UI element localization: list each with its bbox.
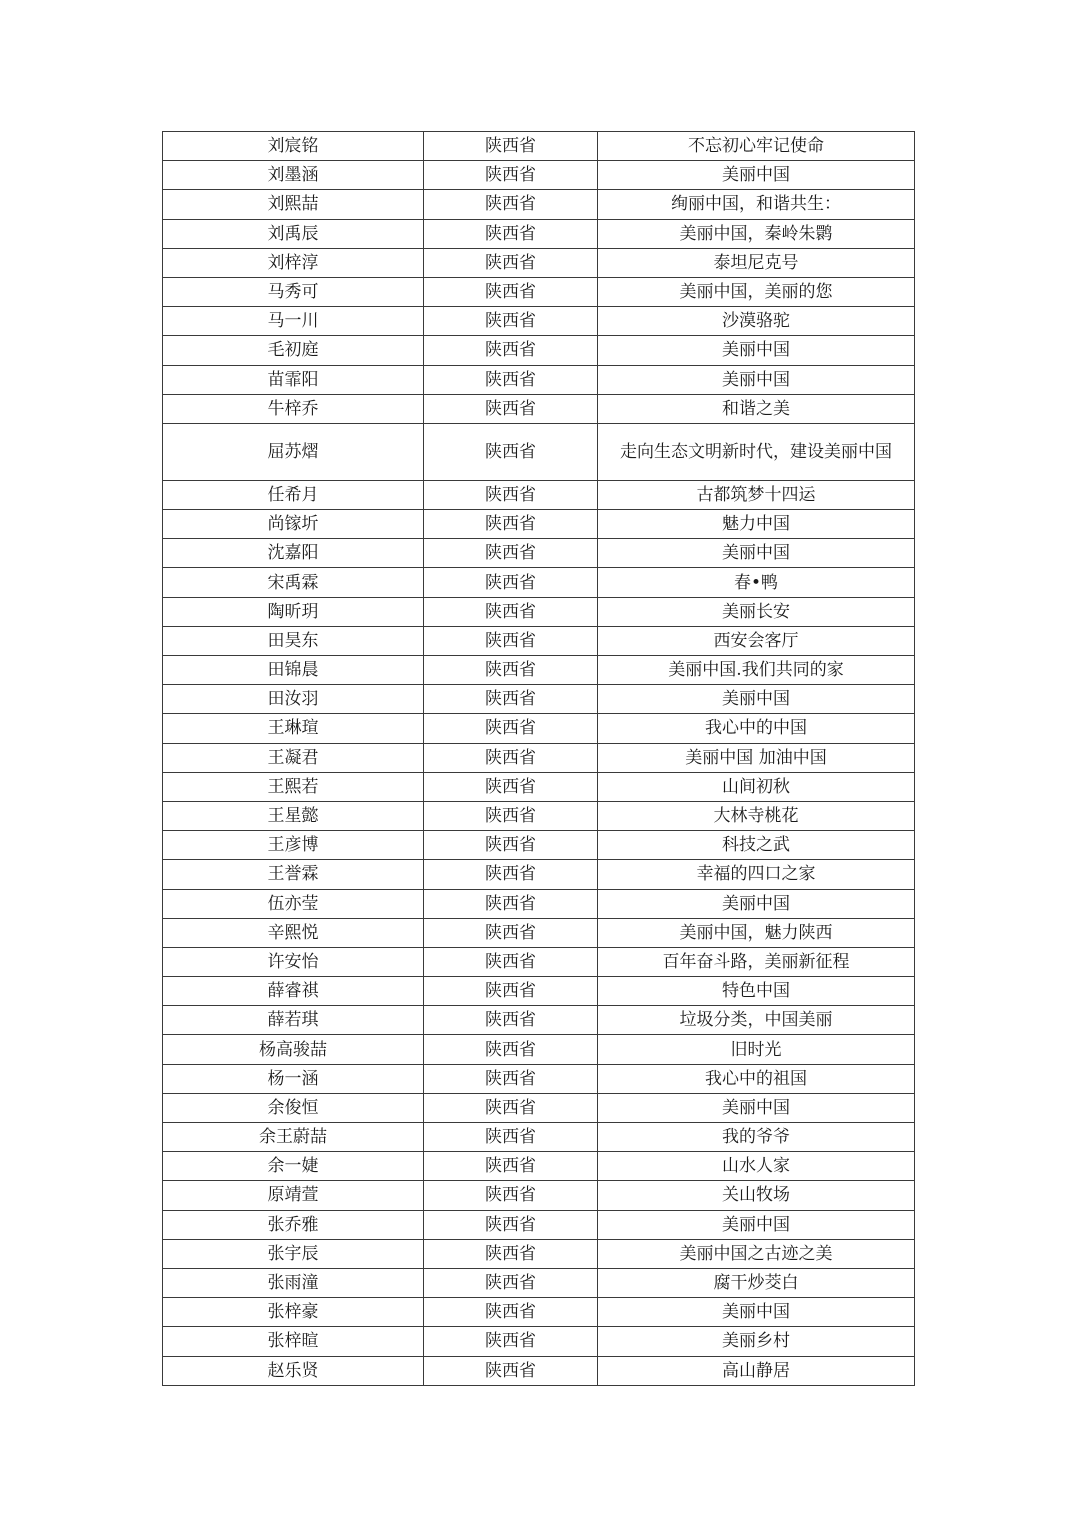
table-row [163,1268,915,1297]
table-row [163,831,915,860]
province-cell: 陕西省 [424,714,598,743]
artwork-title-cell: 古都筑梦十四运 [598,480,915,509]
table-row [163,394,915,423]
artwork-title-cell: 美丽中国 [598,336,915,365]
table-row [163,161,915,190]
province-cell: 陕西省 [424,394,598,423]
table-row [163,423,915,480]
province-cell: 陕西省 [424,685,598,714]
province-cell: 陕西省 [424,307,598,336]
artwork-title-cell: 腐干炒茭白 [598,1268,915,1297]
table-row [163,1093,915,1122]
artwork-title-cell: 春•鸭 [598,568,915,597]
province-cell: 陕西省 [424,277,598,306]
artwork-title-cell: 魅力中国 [598,510,915,539]
artwork-title-cell: 美丽中国 加油中国 [598,743,915,772]
artwork-title-cell: 美丽乡村 [598,1327,915,1356]
artwork-title-cell: 美丽中国 [598,365,915,394]
student-name-cell: 许安怡 [163,947,424,976]
province-cell: 陕西省 [424,190,598,219]
province-cell: 陕西省 [424,423,598,480]
table-row [163,480,915,509]
artwork-title-cell: 美丽中国 [598,1298,915,1327]
table-row [163,1035,915,1064]
student-name-cell: 苗霏阳 [163,365,424,394]
table-row [163,132,915,161]
table-row [163,1064,915,1093]
student-name-cell: 张雨潼 [163,1268,424,1297]
student-name-cell: 伍亦莹 [163,889,424,918]
table-row [163,947,915,976]
province-cell: 陕西省 [424,743,598,772]
student-name-cell: 田汝羽 [163,685,424,714]
student-name-cell: 王星懿 [163,801,424,830]
artwork-title-cell: 科技之武 [598,831,915,860]
artwork-title-cell: 美丽中国 [598,1093,915,1122]
student-name-cell: 杨高骏喆 [163,1035,424,1064]
table-row [163,365,915,394]
student-name-cell: 薛若琪 [163,1006,424,1035]
table-row [163,860,915,889]
province-cell: 陕西省 [424,510,598,539]
student-name-cell: 张乔雅 [163,1210,424,1239]
student-name-cell: 薛睿祺 [163,977,424,1006]
province-cell: 陕西省 [424,568,598,597]
artwork-title-cell: 美丽中国，秦岭朱鹮 [598,219,915,248]
table-row [163,714,915,743]
student-name-cell: 牛梓乔 [163,394,424,423]
student-name-cell: 余王蔚喆 [163,1123,424,1152]
province-cell: 陕西省 [424,1064,598,1093]
artwork-title-cell: 不忘初心牢记使命 [598,132,915,161]
student-name-cell: 沈嘉阳 [163,539,424,568]
table-row [163,277,915,306]
student-name-cell: 刘梓淳 [163,248,424,277]
artwork-title-cell: 和谐之美 [598,394,915,423]
artwork-title-cell: 泰坦尼克号 [598,248,915,277]
table-row [163,510,915,539]
province-cell: 陕西省 [424,656,598,685]
artwork-title-cell: 百年奋斗路，美丽新征程 [598,947,915,976]
province-cell: 陕西省 [424,1006,598,1035]
student-name-cell: 余一婕 [163,1152,424,1181]
province-cell: 陕西省 [424,977,598,1006]
student-name-cell: 余俊恒 [163,1093,424,1122]
artwork-title-cell: 幸福的四口之家 [598,860,915,889]
province-cell: 陕西省 [424,1268,598,1297]
student-name-cell: 辛熙悦 [163,918,424,947]
artwork-title-cell: 美丽长安 [598,597,915,626]
province-cell: 陕西省 [424,1356,598,1385]
table-row [163,248,915,277]
table-row [163,918,915,947]
province-cell: 陕西省 [424,539,598,568]
student-name-cell: 原靖萱 [163,1181,424,1210]
table-row [163,1356,915,1385]
student-name-cell: 尚镓圻 [163,510,424,539]
province-cell: 陕西省 [424,1210,598,1239]
table-row [163,685,915,714]
artwork-title-cell: 我心中的祖国 [598,1064,915,1093]
artwork-title-cell: 美丽中国 [598,539,915,568]
province-cell: 陕西省 [424,1298,598,1327]
table-row [163,219,915,248]
artwork-title-cell: 山间初秋 [598,772,915,801]
artwork-title-cell: 大林寺桃花 [598,801,915,830]
table-row [163,626,915,655]
artwork-title-cell: 美丽中国 [598,161,915,190]
student-name-cell: 马一川 [163,307,424,336]
table-row [163,336,915,365]
province-cell: 陕西省 [424,772,598,801]
table-row [163,539,915,568]
artwork-title-cell: 美丽中国 [598,685,915,714]
artwork-title-cell: 美丽中国 [598,1210,915,1239]
student-name-cell: 刘禹辰 [163,219,424,248]
student-name-cell: 张宇辰 [163,1239,424,1268]
student-name-cell: 赵乐贤 [163,1356,424,1385]
province-cell: 陕西省 [424,248,598,277]
province-cell: 陕西省 [424,161,598,190]
results-table-body [163,132,915,1386]
province-cell: 陕西省 [424,1181,598,1210]
table-row [163,190,915,219]
table-row [163,801,915,830]
table-row [163,307,915,336]
artwork-title-cell: 西安会客厅 [598,626,915,655]
province-cell: 陕西省 [424,831,598,860]
table-row [163,1298,915,1327]
student-name-cell: 刘宸铭 [163,132,424,161]
artwork-title-cell: 美丽中国之古迹之美 [598,1239,915,1268]
artwork-title-cell: 美丽中国 [598,889,915,918]
artwork-title-cell: 美丽中国.我们共同的家 [598,656,915,685]
artwork-title-cell: 走向生态文明新时代，建设美丽中国 [598,423,915,480]
table-row [163,1239,915,1268]
province-cell: 陕西省 [424,918,598,947]
province-cell: 陕西省 [424,336,598,365]
student-name-cell: 屈苏熠 [163,423,424,480]
table-row [163,1152,915,1181]
artwork-title-cell: 美丽中国，美丽的您 [598,277,915,306]
province-cell: 陕西省 [424,1035,598,1064]
table-row [163,977,915,1006]
student-name-cell: 毛初庭 [163,336,424,365]
artwork-title-cell: 旧时光 [598,1035,915,1064]
table-row [163,743,915,772]
artwork-title-cell: 美丽中国，魅力陕西 [598,918,915,947]
student-name-cell: 王誉霖 [163,860,424,889]
table-row [163,656,915,685]
province-cell: 陕西省 [424,889,598,918]
student-name-cell: 陶昕玥 [163,597,424,626]
student-name-cell: 张梓暄 [163,1327,424,1356]
results-table [162,131,915,1386]
artwork-title-cell: 我心中的中国 [598,714,915,743]
student-name-cell: 王彦博 [163,831,424,860]
student-name-cell: 王凝君 [163,743,424,772]
table-row [163,1210,915,1239]
table-row [163,772,915,801]
artwork-title-cell: 高山静居 [598,1356,915,1385]
province-cell: 陕西省 [424,860,598,889]
student-name-cell: 王熙若 [163,772,424,801]
province-cell: 陕西省 [424,597,598,626]
table-row [163,568,915,597]
student-name-cell: 田锦晨 [163,656,424,685]
student-name-cell: 刘墨涵 [163,161,424,190]
province-cell: 陕西省 [424,1152,598,1181]
table-row [163,597,915,626]
table-row [163,889,915,918]
student-name-cell: 田昊东 [163,626,424,655]
province-cell: 陕西省 [424,132,598,161]
table-row [163,1006,915,1035]
student-name-cell: 刘熙喆 [163,190,424,219]
artwork-title-cell: 我的爷爷 [598,1123,915,1152]
province-cell: 陕西省 [424,365,598,394]
artwork-title-cell: 特色中国 [598,977,915,1006]
student-name-cell: 任希月 [163,480,424,509]
province-cell: 陕西省 [424,1093,598,1122]
student-name-cell: 马秀可 [163,277,424,306]
province-cell: 陕西省 [424,947,598,976]
table-row [163,1327,915,1356]
artwork-title-cell: 绚丽中国，和谐共生： [598,190,915,219]
artwork-title-cell: 关山牧场 [598,1181,915,1210]
artwork-title-cell: 垃圾分类，中国美丽 [598,1006,915,1035]
table-row [163,1123,915,1152]
province-cell: 陕西省 [424,626,598,655]
province-cell: 陕西省 [424,1239,598,1268]
student-name-cell: 王琳瑄 [163,714,424,743]
student-name-cell: 杨一涵 [163,1064,424,1093]
table-row [163,1181,915,1210]
student-name-cell: 张梓豪 [163,1298,424,1327]
artwork-title-cell: 山水人家 [598,1152,915,1181]
province-cell: 陕西省 [424,801,598,830]
province-cell: 陕西省 [424,1327,598,1356]
student-name-cell: 宋禹霖 [163,568,424,597]
artwork-title-cell: 沙漠骆驼 [598,307,915,336]
province-cell: 陕西省 [424,1123,598,1152]
province-cell: 陕西省 [424,219,598,248]
province-cell: 陕西省 [424,480,598,509]
